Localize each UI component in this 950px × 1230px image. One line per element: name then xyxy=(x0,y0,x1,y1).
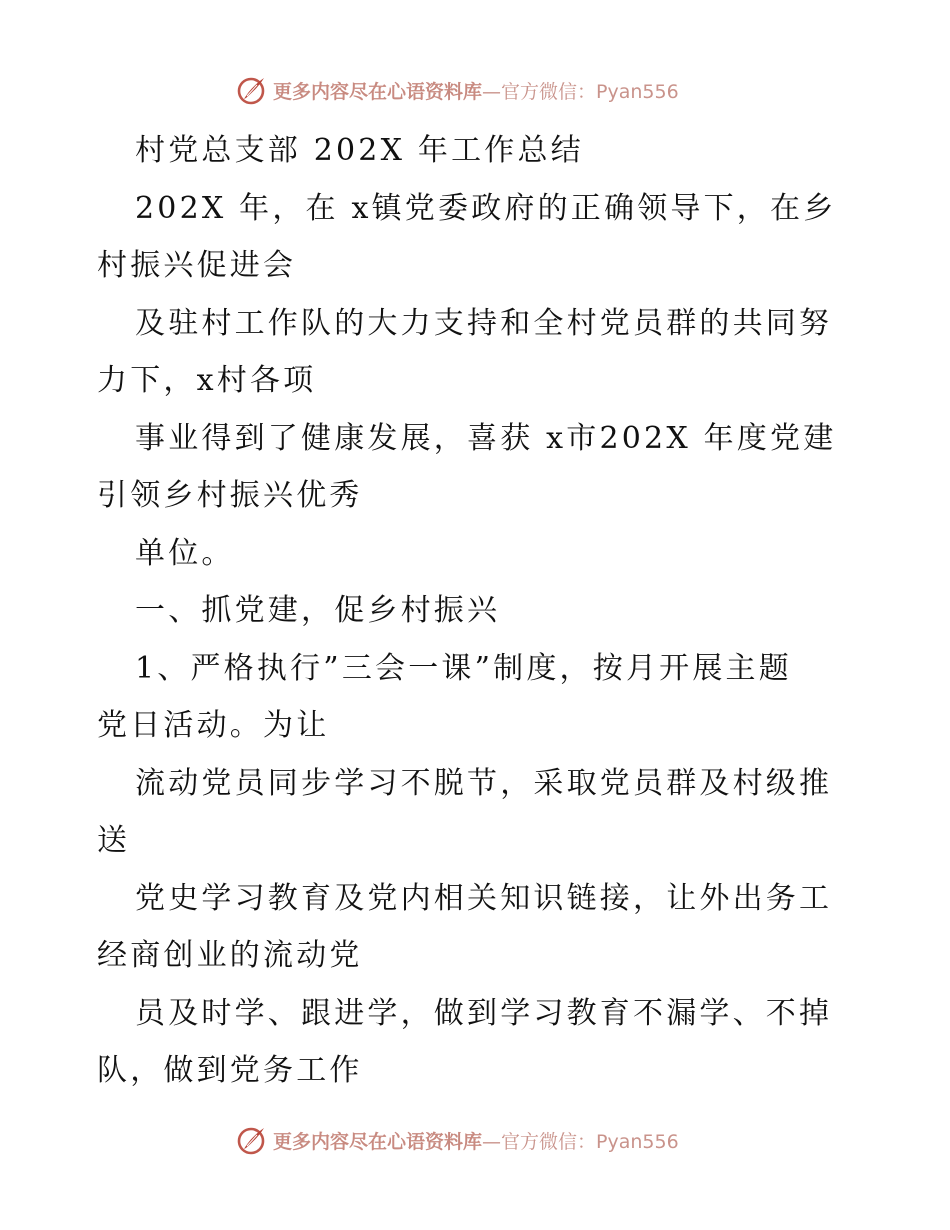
watermark-contact-label: 官方微信： xyxy=(501,80,597,103)
watermark-text xyxy=(273,77,679,104)
document-line: 202X 年，在 x镇党委政府的正确领导下，在乡 xyxy=(135,190,837,226)
watermark-contact-label: 官方微信： xyxy=(501,1130,597,1153)
document-line: 党日活动。为让 xyxy=(97,708,330,743)
feather-pen-icon xyxy=(235,1124,267,1156)
document-line: 1、严格执行”三会一课”制度，按月开展主题 xyxy=(135,650,792,686)
document-line: 单位。 xyxy=(135,535,235,571)
watermark-banner-top xyxy=(235,70,679,110)
watermark-dash: — xyxy=(482,1130,502,1153)
feather-pen-icon xyxy=(235,74,267,106)
watermark-site-text: 更多内容尽在心语资料库 xyxy=(273,1130,483,1153)
document-line: 及驻村工作队的大力支持和全村党员群的共同努 xyxy=(135,305,833,341)
watermark-contact-id: Pyan556 xyxy=(596,80,679,103)
document-line: 党史学习教育及党内相关知识链接，让外出务工 xyxy=(135,880,833,916)
document-line: 引领乡村振兴优秀 xyxy=(97,478,363,513)
watermark-dash: — xyxy=(482,80,502,103)
document-line: 事业得到了健康发展，喜获 x市202X 年度党建 xyxy=(135,420,837,456)
watermark-site-text: 更多内容尽在心语资料库 xyxy=(273,80,483,103)
document-line: 流动党员同步学习不脱节，采取党员群及村级推 xyxy=(135,765,833,801)
document-line: 员及时学、跟进学，做到学习教育不漏学、不掉 xyxy=(135,995,833,1031)
document-line: 村振兴促进会 xyxy=(97,248,297,283)
watermark-text xyxy=(273,1127,679,1154)
document-line: 队，做到党务工作 xyxy=(97,1053,363,1088)
document-line: 力下，x村各项 xyxy=(97,363,317,398)
document-paragraphs xyxy=(97,180,857,1100)
document-body xyxy=(97,122,857,1100)
document-line: 一、抓党建，促乡村振兴 xyxy=(135,593,501,628)
watermark-banner-bottom xyxy=(235,1120,679,1160)
document-title: 村党总支部 202X 年工作总结 xyxy=(135,133,584,168)
document-line: 经商创业的流动党 xyxy=(97,938,363,973)
watermark-contact-id: Pyan556 xyxy=(596,1130,679,1153)
document-line: 送 xyxy=(97,823,131,858)
